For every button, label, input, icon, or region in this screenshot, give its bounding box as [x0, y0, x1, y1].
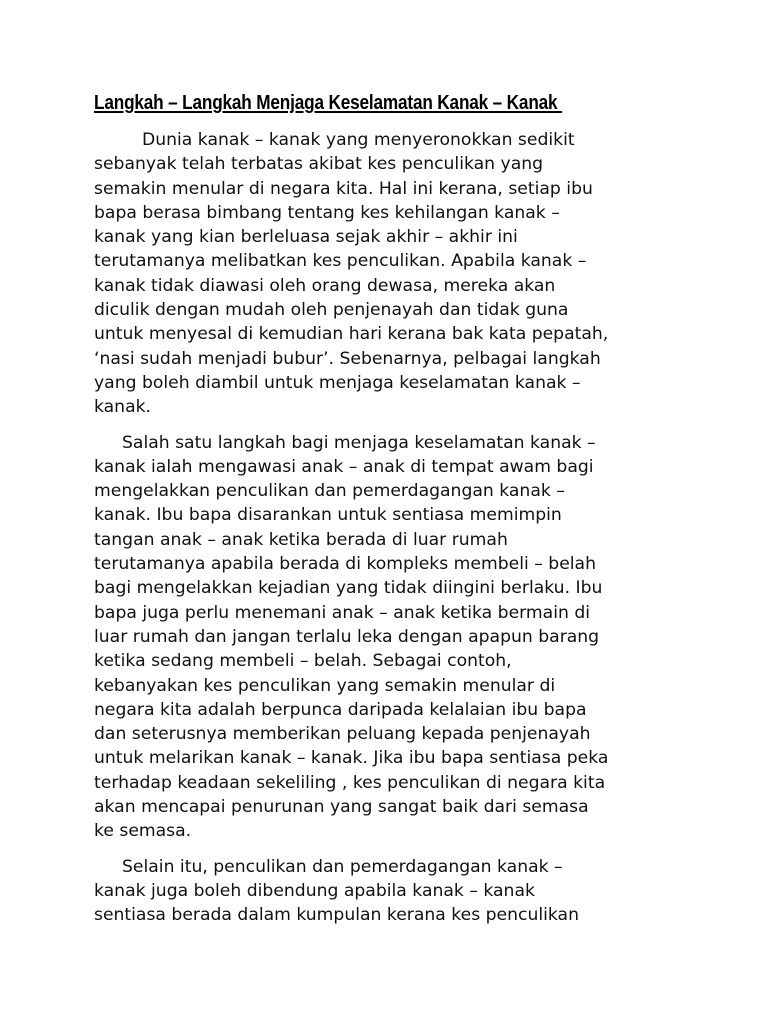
text-line: tangan anak – anak ketika berada di luar rumah: [94, 529, 508, 550]
text-line: bapa berasa bimbang tentang kes kehilangan kanak –: [94, 202, 560, 223]
text-line: sebanyak telah terbatas akibat kes penculikan yang: [94, 154, 544, 175]
text-line: bapa juga perlu menemani anak – anak ketika bermain di: [94, 602, 591, 623]
text-line: kanak ialah mengawasi anak – anak di tempat awam bagi: [94, 456, 594, 477]
text-line: dan seterusnya memberikan peluang kepada penjenayah: [94, 724, 591, 745]
document-body: [94, 128, 684, 939]
text-line: akan mencapai penurunan yang sangat baik dari semasa: [94, 797, 589, 818]
text-line: Dunia kanak – kanak yang menyeronokkan sedikit: [142, 130, 575, 150]
text-line: negara kita adalah berpunca daripada kelalaian ibu bapa: [94, 699, 587, 720]
paragraph-1: [94, 128, 684, 420]
text-line: diculik dengan mudah oleh penjenayah dan tidak guna: [94, 300, 569, 321]
text-line: sentiasa berada dalam kumpulan kerana kes penculikan: [94, 905, 579, 926]
text-line: terutamanya melibatkan kes penculikan. Apabila kanak –: [94, 251, 587, 272]
document-title: Langkah – Langkah Menjaga Keselamatan Kanak – Kanak: [94, 92, 563, 114]
text-line: untuk melarikan kanak – kanak. Jika ibu bapa sentiasa peka: [94, 748, 609, 769]
text-line: ke semasa.: [94, 821, 192, 842]
text-line: bagi mengelakkan kejadian yang tidak diingini berlaku. Ibu: [94, 578, 603, 599]
text-line: mengelakkan penculikan dan pemerdagangan kanak –: [94, 481, 565, 502]
text-line: terutamanya apabila berada di kompleks membeli – belah: [94, 554, 596, 575]
text-line: Selain itu, penculikan dan pemerdagangan kanak –: [122, 856, 563, 877]
text-line: semakin menular di negara kita. Hal ini kerana, setiap ibu: [94, 178, 593, 199]
text-line: kanak tidak diawasi oleh orang dewasa, mereka akan: [94, 275, 556, 296]
paragraph-3: [94, 855, 684, 928]
text-line: kanak juga boleh dibendung apabila kanak – kanak: [94, 880, 535, 901]
text-line: ‘nasi sudah menjadi bubur’. Sebenarnya, pelbagai langkah: [94, 348, 601, 369]
text-line: kanak. Ibu bapa disarankan untuk sentiasa memimpin: [94, 505, 562, 526]
text-line: yang boleh diambil untuk menjaga keselamatan kanak –: [94, 372, 581, 393]
text-line: kanak.: [94, 397, 152, 418]
text-line: kebanyakan kes penculikan yang semakin menular di: [94, 675, 556, 696]
text-line: Salah satu langkah bagi menjaga keselamatan kanak –: [122, 432, 596, 453]
text-line: luar rumah dan jangan terlalu leka dengan apapun barang: [94, 626, 600, 647]
paragraph-2: [94, 431, 684, 844]
text-line: ketika sedang membeli – belah. Sebagai contoh,: [94, 651, 512, 672]
text-line: untuk menyesal di kemudian hari kerana bak kata pepatah,: [94, 324, 609, 345]
text-line: terhadap keadaan sekeliling , kes penculikan di negara kita: [94, 772, 606, 793]
text-line: kanak yang kian berleluasa sejak akhir – akhir ini: [94, 227, 518, 248]
